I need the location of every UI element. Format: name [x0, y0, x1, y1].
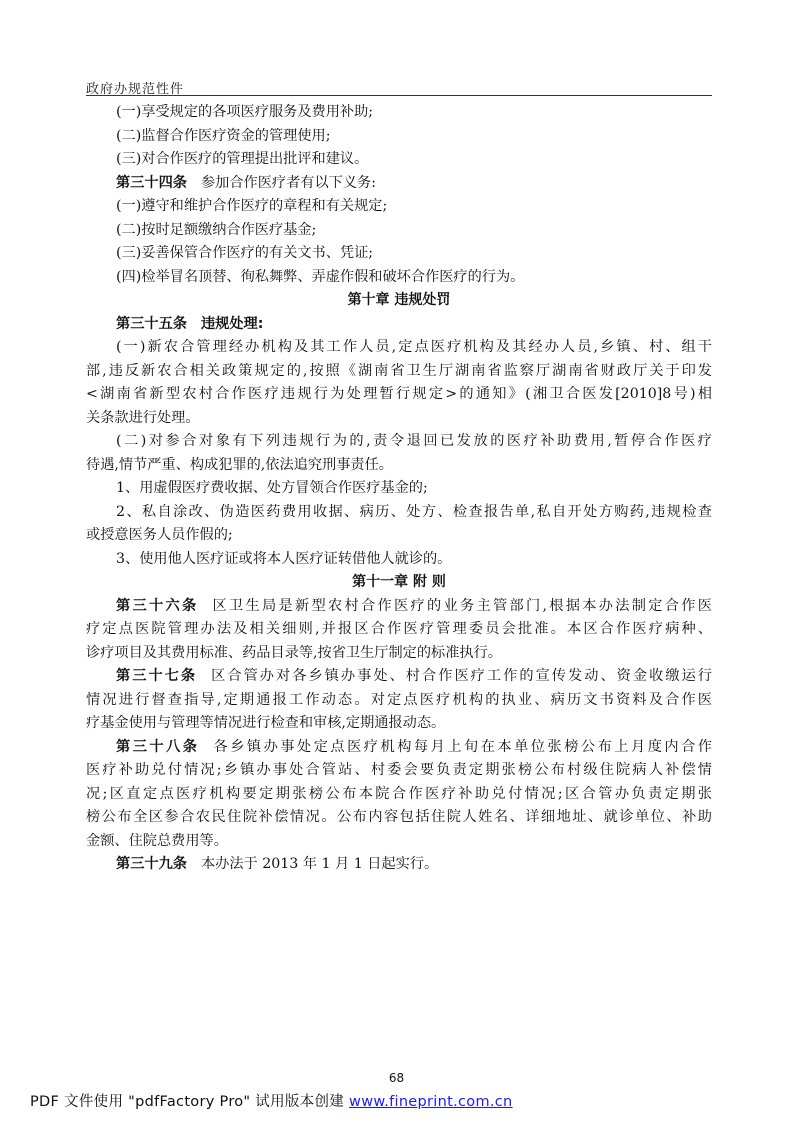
paragraph-line: (三)对合作医疗的管理提出批评和建议。: [116, 151, 369, 167]
paragraph-continuation: 情况进行督查指导,定期通报工作动态。对定点医疗机构的执业、病历文书资料及合作医: [86, 691, 712, 708]
paragraph-continuation: 关条款进行处理。: [86, 409, 200, 426]
pdf-footer: [30, 1090, 513, 1111]
article-text: 各乡镇办事处定点医疗机构每月上旬在本单位张榜公布上月度内合作: [213, 738, 712, 755]
article-text: 参加合作医疗者有以下义务:: [200, 174, 376, 191]
article-number: 第三十八条: [116, 738, 200, 755]
paragraph-continuation: 医疗补助兑付情况;乡镇办事处合管站、村委会要负责定期张榜公布村级住院病人补偿情: [86, 762, 712, 778]
paragraph-line: 2、私自涂改、伪造医药费用收据、病历、处方、检查报告单,私自开处方购药,违规检查: [116, 503, 712, 520]
page-header: 政府办规范性件: [86, 82, 185, 97]
paragraph-line: (一)享受规定的各项医疗服务及费用补助;: [116, 104, 374, 120]
document-body: [86, 101, 712, 877]
paragraph-line: (四)检举冒名顶替、徇私舞弊、弄虚作假和破坏合作医疗的行为。: [116, 268, 525, 285]
paragraph-line: (二)按时足额缴纳合作医疗基金;: [116, 221, 317, 238]
paragraph-continuation: 榜公布全区参合农民住院补偿情况。公布内容包括住院人姓名、详细地址、就诊单位、补助: [86, 809, 712, 825]
article-line: [86, 172, 712, 196]
paragraph-continuation: <湖南省新型农村合作医疗违规行为处理暂行规定>的通知》(湘卫合医发[2010]8号)相: [86, 386, 712, 402]
footer-text: PDF 文件使用 "pdfFactory Pro" 试用版本创建: [30, 1094, 345, 1110]
paragraph-line: (二)对参合对象有下列违规行为的,责令退回已发放的医疗补助费用,暂停合作医疗: [116, 433, 712, 449]
article-number: 第三十四条: [116, 174, 187, 191]
paragraph-continuation: 疗基金使用与管理等情况进行检查和审核,定期通报动态。: [86, 715, 446, 731]
paragraph-continuation: 金额、住院总费用等。: [86, 832, 228, 849]
article-number: 第三十九条: [116, 856, 187, 872]
article-text: 违规处理:: [200, 315, 264, 332]
article-text: 区合管办对各乡镇办事处、村合作医疗工作的宣传发动、资金收缴运行: [211, 668, 712, 684]
paragraph-continuation: 诊疗项目及其费用标准、药品目录等,按省卫生厅制定的标准执行。: [86, 644, 502, 661]
paragraph-continuation: 疗定点医院管理办法及相关细则,并报区合作医疗管理委员会批准。本区合作医疗病种、: [86, 621, 712, 637]
article-text: 本办法于 2013 年 1 月 1 日起实行。: [200, 856, 439, 872]
article-line: [86, 736, 712, 760]
article-number: 第三十六条: [116, 597, 199, 614]
article-line: [86, 313, 712, 337]
footer-link[interactable]: www.fineprint.com.cn: [349, 1094, 513, 1110]
article-number: 第三十五条: [116, 315, 187, 332]
paragraph-line: (一)新农合管理经办机构及其工作人员,定点医疗机构及其经办人员,乡镇、村、组干: [116, 339, 712, 355]
paragraph-line: (三)妥善保管合作医疗的有关文书、凭证;: [116, 245, 374, 261]
article-line: [86, 853, 712, 877]
chapter-heading: 第十一章 附 则: [352, 574, 446, 590]
article-number: 第三十七条: [116, 668, 198, 684]
page-number: 68: [388, 1071, 405, 1085]
paragraph-line: 1、用虚假医疗费收据、处方冒领合作医疗基金的;: [116, 480, 428, 496]
paragraph-continuation: 或授意医务人员作假的;: [86, 527, 233, 543]
paragraph-line: (一)遵守和维护合作医疗的章程和有关规定;: [116, 198, 388, 214]
paragraph-line: (二)监督合作医疗资金的管理使用;: [116, 127, 331, 144]
chapter-heading: 第十章 违规处罚: [347, 292, 451, 308]
header-rule: [86, 95, 712, 96]
article-line: [86, 665, 712, 689]
paragraph-continuation: 况;区直定点医疗机构要定期张榜公布本院合作医疗补助兑付情况;区合管办负责定期张: [86, 785, 712, 802]
article-line: [86, 595, 712, 619]
paragraph-continuation: 待遇,情节严重、构成犯罪的,依法追究刑事责任。: [86, 456, 393, 473]
paragraph-line: 3、使用他人医疗证或将本人医疗证转借他人就诊的。: [116, 550, 452, 567]
paragraph-continuation: 部,违反新农合相关政策规定的,按照《湖南省卫生厅湖南省监察厅湖南省财政厅关于印发: [86, 362, 712, 379]
article-text: 区卫生局是新型农村合作医疗的业务主管部门,根据本办法制定合作医: [212, 597, 712, 614]
